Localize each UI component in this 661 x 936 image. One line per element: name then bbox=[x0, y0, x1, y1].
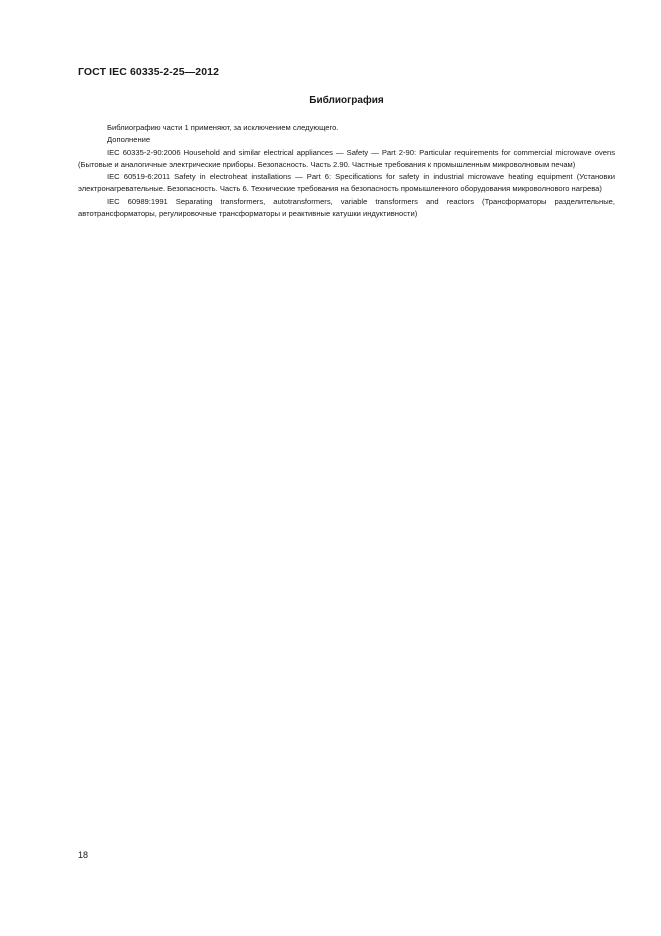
reference-iec-60335-2-90: IEC 60335-2-90:2006 Household and similar electrical appliances — Safety — Part 2-90: Particular requirements for commercial microwave ovens (Бытовые и аналогичные электрические приборы. Безопасность. Часть 2.90. Частные требования к промышленным микроволновым печам) bbox=[78, 147, 615, 169]
reference-iec-60519-6: IEC 60519-6:2011 Safety in electroheat installations — Part 6: Specifications for safety in industrial microwave heating equipment (Установки электронагревательные. Безопасность. Часть 6. Технические требования на безопасность промышленного оборудования микроволнового нагрева) bbox=[78, 172, 615, 194]
bibliography-body bbox=[78, 122, 615, 220]
addition-label: Дополнение bbox=[107, 135, 151, 145]
document-header: ГОСТ IEC 60335-2-25—2012 bbox=[78, 66, 220, 78]
section-title-text: Библиография bbox=[309, 95, 384, 106]
reference-iec-60989: IEC 60989:1991 Separating transformers, autotransformers, variable transformers and reactors (Трансформаторы разделительные, автотрансформаторы, регулировочные трансформаторы и реактивные катушки индуктивности) bbox=[78, 196, 615, 219]
section-title bbox=[78, 95, 615, 106]
page-number: 18 bbox=[78, 850, 89, 860]
intro-paragraph: Библиографию части 1 применяют, за исключением следующего. bbox=[107, 123, 339, 132]
